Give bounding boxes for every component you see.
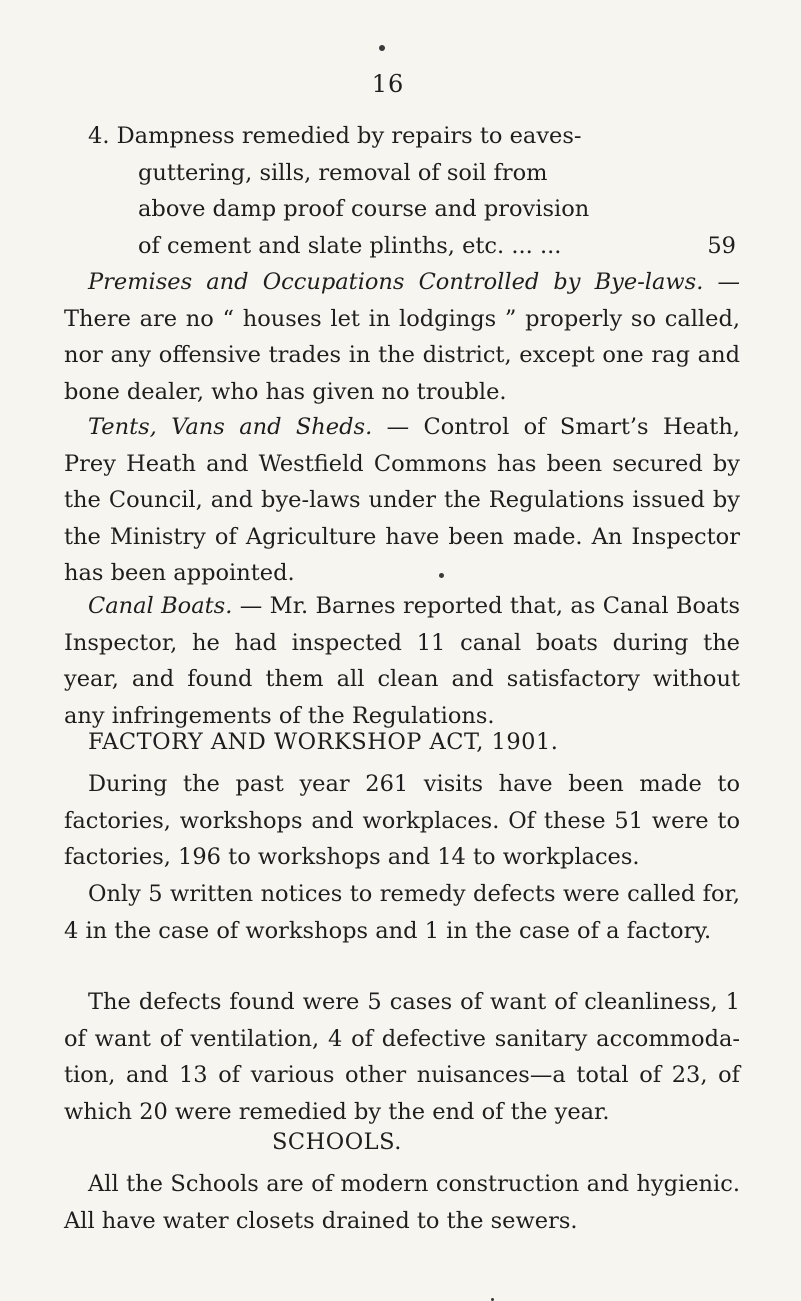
factory-paragraph-1: During the past year 261 visits have been made to factories, workshops and workplaces. Of these 51 were to factories, 196 to workshops and 14 to workplaces. [64, 771, 740, 870]
ink-speck [439, 573, 444, 578]
list-item-4 [88, 118, 736, 264]
schools-heading: SCHOOLS. [272, 1129, 402, 1155]
factory-heading: FACTORY AND WORKSHOP ACT, 1901. [88, 729, 559, 755]
factory-paragraph-3: The defects found were 5 cases of want of cleanliness, 1 of want of ventilation, 4 of defective sanitary accommoda-tion, and 13 of various other nuisances—a total of 23, of which 20 were remedied by the end of the year. [64, 989, 740, 1125]
tents-body: — Control of Smart’s Heath, Prey Heath and Westfield Commons has been secured by the Council, and bye-laws under the Regulations issued by the Ministry of Agriculture have been made. An Inspector has been appointed. [64, 414, 740, 586]
item4-line-1: 4. Dampness remedied by repairs to eaves- [88, 123, 582, 149]
premises-body: — There are no “ houses let in lodgings ” properly so called, nor any offensive trades in the district, except one rag and bone dealer, who has given no trouble. [64, 269, 740, 405]
page-number: 16 [371, 70, 405, 98]
schools-paragraph: All the Schools are of modern construction and hygienic. All have water closets drained to the sewers. [64, 1171, 740, 1234]
item4-line-4-text: of cement and slate plinths, etc. ... ... [138, 232, 562, 259]
item4-line-4 [88, 228, 736, 265]
factory-paragraph-2: Only 5 written notices to remedy defects were called for, 4 in the case of workshops and 1 in the case of a factory. [64, 881, 740, 944]
canal-title: Canal Boats. [88, 593, 233, 619]
canal-body: — Mr. Barnes reported that, as Canal Boats Inspector, he had inspected 11 canal boats during the year, and found them all clean and satisfactory without any infringements of the Regulations. [64, 593, 740, 729]
item4-line-2: guttering, sills, removal of soil from [138, 159, 548, 186]
ink-speck [379, 45, 385, 51]
item4-line-3: above damp proof course and provision [138, 196, 590, 222]
premises-title: Premises and Occupations Controlled by Bye-laws. [88, 269, 704, 295]
canal-paragraph [64, 588, 740, 734]
tents-paragraph [64, 409, 740, 592]
item4-count: 59 [707, 232, 736, 259]
tents-title: Tents, Vans and Sheds. [88, 414, 373, 440]
premises-paragraph [64, 264, 740, 410]
